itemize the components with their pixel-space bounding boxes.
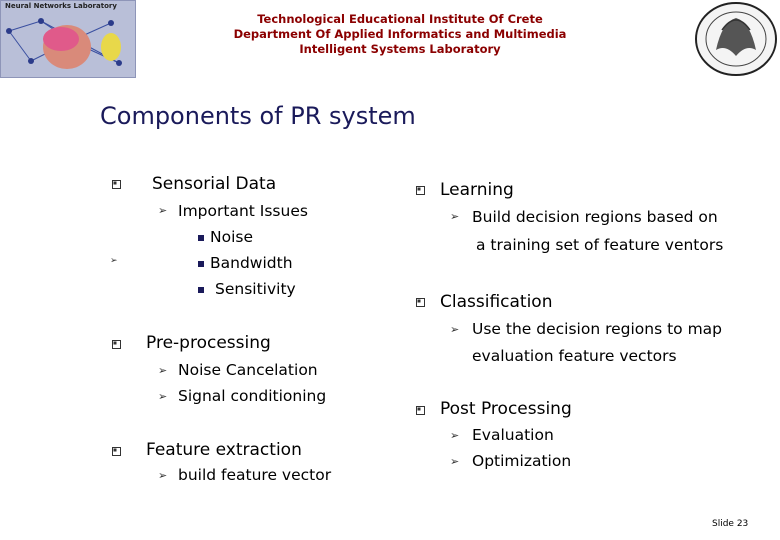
- classification-item-line2: evaluation feature vectors: [472, 347, 677, 365]
- section-learning: Learning: [440, 180, 514, 200]
- slide-number: Slide 23: [712, 519, 749, 529]
- arrow-bullet-icon: ➢: [158, 204, 168, 217]
- institute-seal-logo: [692, 0, 780, 78]
- section-classification: Classification: [440, 292, 553, 312]
- section-pre-processing: Pre-processing: [146, 333, 271, 353]
- hollow-square-bullet-icon: [416, 298, 425, 307]
- classification-item-line1: Use the decision regions to map: [472, 320, 723, 338]
- arrow-bullet-icon: ➢: [158, 364, 168, 377]
- logo-left-label: Neural Networks Laboratory: [5, 2, 117, 10]
- header-line-department: Department Of Applied Informatics and Multimedia: [233, 26, 567, 41]
- arrow-bullet-icon: ➢: [158, 390, 168, 403]
- feature-extraction-item: build feature vector: [178, 466, 332, 484]
- arrow-bullet-icon: ➢: [450, 210, 460, 223]
- header-line-laboratory: Intelligent Systems Laboratory: [299, 41, 501, 56]
- arrow-bullet-icon: ➢: [450, 323, 460, 336]
- arrow-bullet-icon: ➢: [158, 469, 168, 482]
- learning-item-line1: Build decision regions based on: [472, 208, 718, 226]
- hollow-square-bullet-icon: [112, 447, 121, 456]
- hollow-square-bullet-icon: [416, 406, 425, 415]
- learning-item-line2: a training set of feature ventors: [476, 236, 724, 254]
- arrow-bullet-icon: ➢: [450, 429, 460, 442]
- slide-title: Components of PR system: [100, 102, 416, 130]
- neural-networks-lab-logo: [0, 0, 136, 78]
- sensorial-important-issues: Important Issues: [178, 202, 308, 220]
- issue-item: Sensitivity: [215, 280, 296, 298]
- arrow-bullet-icon: ➢: [110, 256, 118, 266]
- section-post-processing: Post Processing: [440, 399, 572, 419]
- header-line-institute: Technological Educational Institute Of Crete: [257, 12, 543, 26]
- institution-header: [140, 12, 660, 57]
- hollow-square-bullet-icon: [112, 180, 121, 189]
- section-sensorial-data: Sensorial Data: [152, 174, 277, 194]
- issue-item: Noise: [210, 228, 253, 246]
- post-processing-item: Optimization: [472, 452, 572, 470]
- post-processing-item: Evaluation: [472, 426, 554, 444]
- square-bullet-icon: [198, 287, 204, 293]
- section-feature-extraction: Feature extraction: [146, 440, 302, 460]
- hollow-square-bullet-icon: [416, 186, 425, 195]
- preprocessing-item: Noise Cancelation: [178, 361, 318, 379]
- arrow-bullet-icon: ➢: [450, 455, 460, 468]
- square-bullet-icon: [198, 261, 204, 267]
- preprocessing-item: Signal conditioning: [178, 387, 327, 405]
- square-bullet-icon: [198, 235, 204, 241]
- issue-item: Bandwidth: [210, 254, 293, 272]
- hollow-square-bullet-icon: [112, 340, 121, 349]
